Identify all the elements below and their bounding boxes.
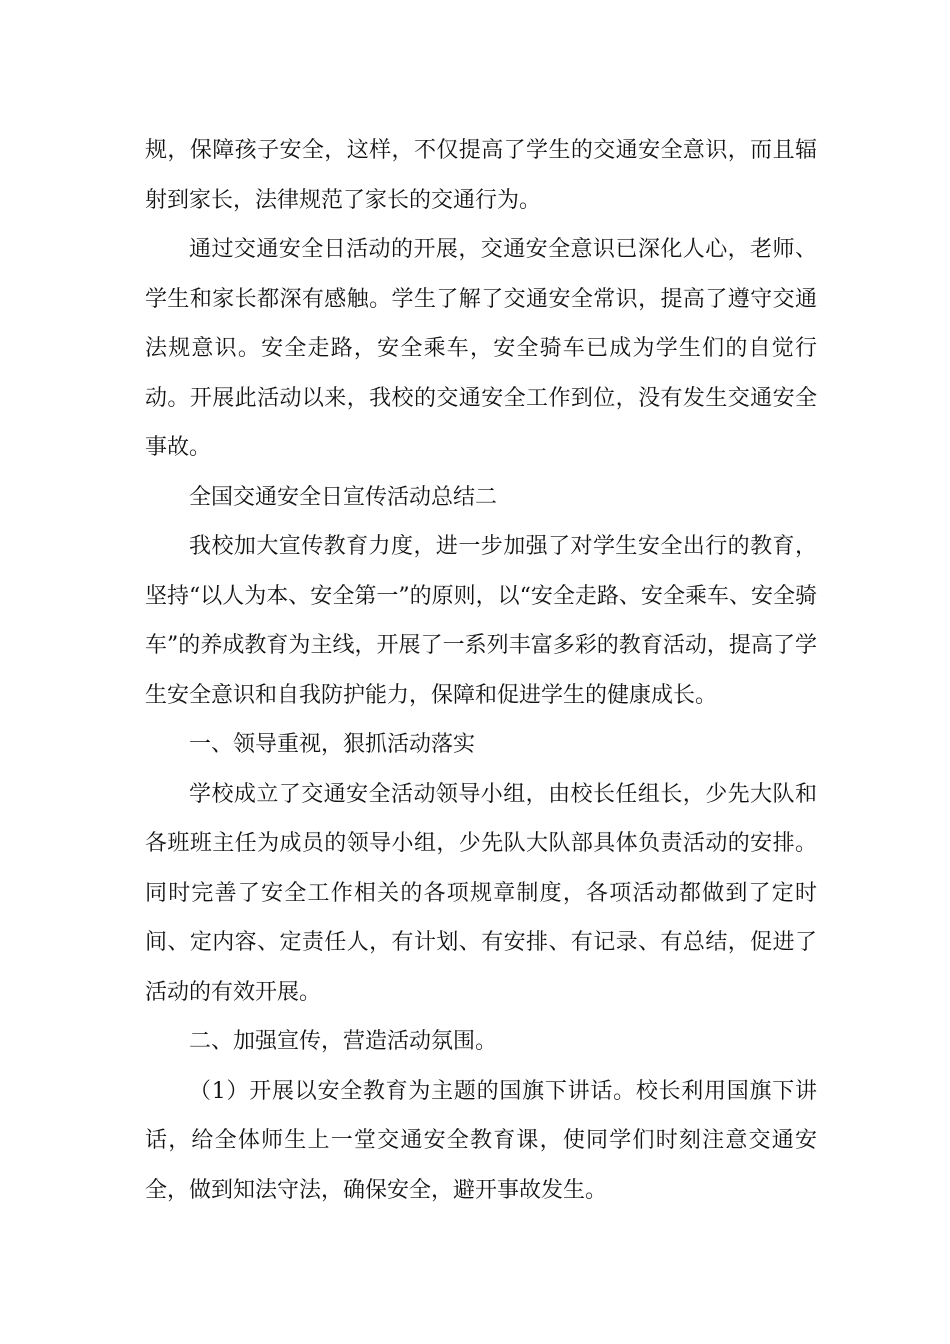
- heading-publicity: 二、加强宣传，营造活动氛围。: [189, 1029, 498, 1054]
- section-title-summary-two: 全国交通安全日宣传活动总结二: [189, 484, 498, 510]
- paragraph-continuation: 规，保障孩子安全，这样，不仅提高了学生的交通安全意识，而且辐射到家长，法律规范了家长的交通行为。: [145, 138, 817, 213]
- paragraph-flag-speech: （1）开展以安全教育为主题的国旗下讲话。校长利用国旗下讲话，给全体师生上一堂交通安全教育课，使同学们时刻注意交通安全，做到知法守法，确保安全，避开事故发生。: [145, 1078, 817, 1203]
- document-body: [145, 126, 817, 1215]
- paragraph-intro: 我校加大宣传教育力度，进一步加强了对学生安全出行的教育，坚持“以人为本、安全第一”的原则，以“安全走路、安全乘车、安全骑车”的养成教育为主线，开展了一系列丰富多彩的教育活动，提高了学生安全意识和自我防护能力，保障和促进学生的健康成长。: [145, 534, 817, 708]
- heading-leadership: 一、领导重视，狠抓活动落实: [189, 732, 476, 757]
- paragraph-summary-effects: 通过交通安全日活动的开展，交通安全意识已深化人心，老师、学生和家长都深有感触。学生了解了交通安全常识，提高了遵守交通法规意识。安全走路，安全乘车，安全骑车已成为学生们的自觉行动。开展此活动以来，我校的交通安全工作到位，没有发生交通安全事故。: [145, 237, 817, 460]
- paragraph-leadership: 学校成立了交通安全活动领导小组，由校长任组长，少先大队和各班班主任为成员的领导小组，少先队大队部具体负责活动的安排。同时完善了安全工作相关的各项规章制度，各项活动都做到了定时间、定内容、定责任人，有计划、有安排、有记录、有总结，促进了活动的有效开展。: [145, 781, 817, 1005]
